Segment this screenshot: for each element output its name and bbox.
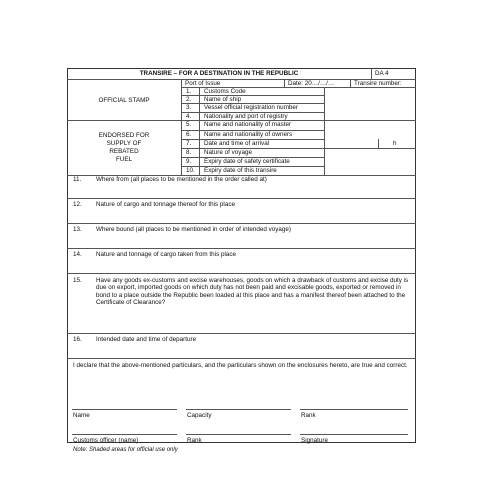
divider <box>181 148 324 149</box>
section-num: 14. <box>73 251 82 258</box>
section-num: 13. <box>73 226 82 233</box>
divider <box>67 223 416 224</box>
divider <box>67 273 416 274</box>
item-num: 5. <box>186 121 192 128</box>
transire-number-label: Transire number: <box>354 80 402 87</box>
item-num: 3. <box>186 104 192 111</box>
section-num: 16. <box>73 336 82 343</box>
item-num: 9. <box>186 158 192 165</box>
item-label: Expiry date of safety certificate <box>204 158 290 165</box>
divider <box>67 120 181 121</box>
signature-line <box>186 409 291 410</box>
divider <box>324 148 416 149</box>
item-label: Nature of voyage <box>204 149 252 156</box>
signature-line <box>186 434 291 435</box>
official-stamp-label: OFFICIAL STAMP <box>98 97 150 104</box>
divider <box>284 79 285 87</box>
customs-officer-label: Customs officer (name) <box>73 437 139 444</box>
section-label: Have any goods ex-customs and excise warehouses, goods on which a drawback of customs and excise duty is due on export, imported goods on which duty has not been paid and excisable goods, exported or removed in bond to a place outside the Republic been loaded at this place and has a manifest thereof been attached to the Certificate of Clearance? <box>96 277 409 307</box>
divider <box>67 198 416 199</box>
section-label: Nature and tonnage of cargo taken from this place <box>96 251 237 258</box>
endorsed-line-2: SUPPLY OF <box>106 140 142 147</box>
item-num: 2. <box>186 96 192 103</box>
item-label: Expiry date of this transire <box>204 167 277 174</box>
form-code: DA 4 <box>375 70 389 77</box>
item-num: 7. <box>186 140 192 147</box>
name-label: Name <box>73 412 90 419</box>
declaration-text: I declare that the above-mentioned particulars, and the particulars shown on the enclosures hereto, are true and correct. <box>73 362 408 369</box>
endorsed-line-4: FUEL <box>115 156 133 163</box>
date-label: Date: 20…/…/… <box>288 80 335 87</box>
divider <box>371 68 372 79</box>
signature-line <box>300 434 408 435</box>
officer-rank-label: Rank <box>187 437 202 444</box>
divider <box>350 79 351 87</box>
divider <box>181 79 182 175</box>
signature-line <box>72 434 177 435</box>
divider <box>67 248 416 249</box>
item-label: Name of ship <box>204 96 242 103</box>
endorsed-line-1: ENDORSED FOR <box>98 132 150 139</box>
divider <box>378 139 379 148</box>
section-label: Where from (all places to be mentioned in the order called at) <box>96 176 267 183</box>
item-label: Date and time of arrival <box>204 140 270 147</box>
divider <box>199 87 200 175</box>
capacity-label: Capacity <box>187 412 212 419</box>
hour-mark: h <box>393 140 397 147</box>
section-num: 12. <box>73 201 82 208</box>
divider <box>324 87 325 175</box>
endorsed-line-3: REBATED <box>109 148 139 155</box>
divider <box>67 333 416 334</box>
divider <box>67 358 416 359</box>
section-label: Nature of cargo and tonnage thereof for this place <box>96 201 235 208</box>
signature-label: Signature <box>301 437 328 444</box>
section-num: 11. <box>73 176 82 183</box>
section-label: Intended date and time of departure <box>96 336 197 343</box>
item-num: 8. <box>186 149 192 156</box>
item-label: Name and nationality of owners <box>204 131 293 138</box>
port-of-issue-label: Port of Issue <box>185 80 221 87</box>
rank-label: Rank <box>301 412 316 419</box>
item-label: Name and nationality of master <box>204 121 292 128</box>
signature-line <box>300 409 408 410</box>
item-label: Nationality and port of registry <box>204 113 288 120</box>
divider <box>181 95 324 96</box>
item-label: Vessel official registration number <box>204 104 299 111</box>
section-label: Where bound (all places to be mentioned in order of intended voyage) <box>96 226 291 233</box>
item-num: 10. <box>186 167 195 174</box>
item-label: Customs Code <box>204 88 246 95</box>
signature-line <box>72 409 177 410</box>
item-num: 1. <box>186 88 192 95</box>
item-num: 6. <box>186 131 192 138</box>
item-num: 4. <box>186 113 192 120</box>
section-num: 15. <box>73 277 82 284</box>
form-title: TRANSIRE – FOR A DESTINATION IN THE REPUBLIC <box>139 70 299 77</box>
footnote: Note: Shaded areas for official use only <box>73 447 178 453</box>
